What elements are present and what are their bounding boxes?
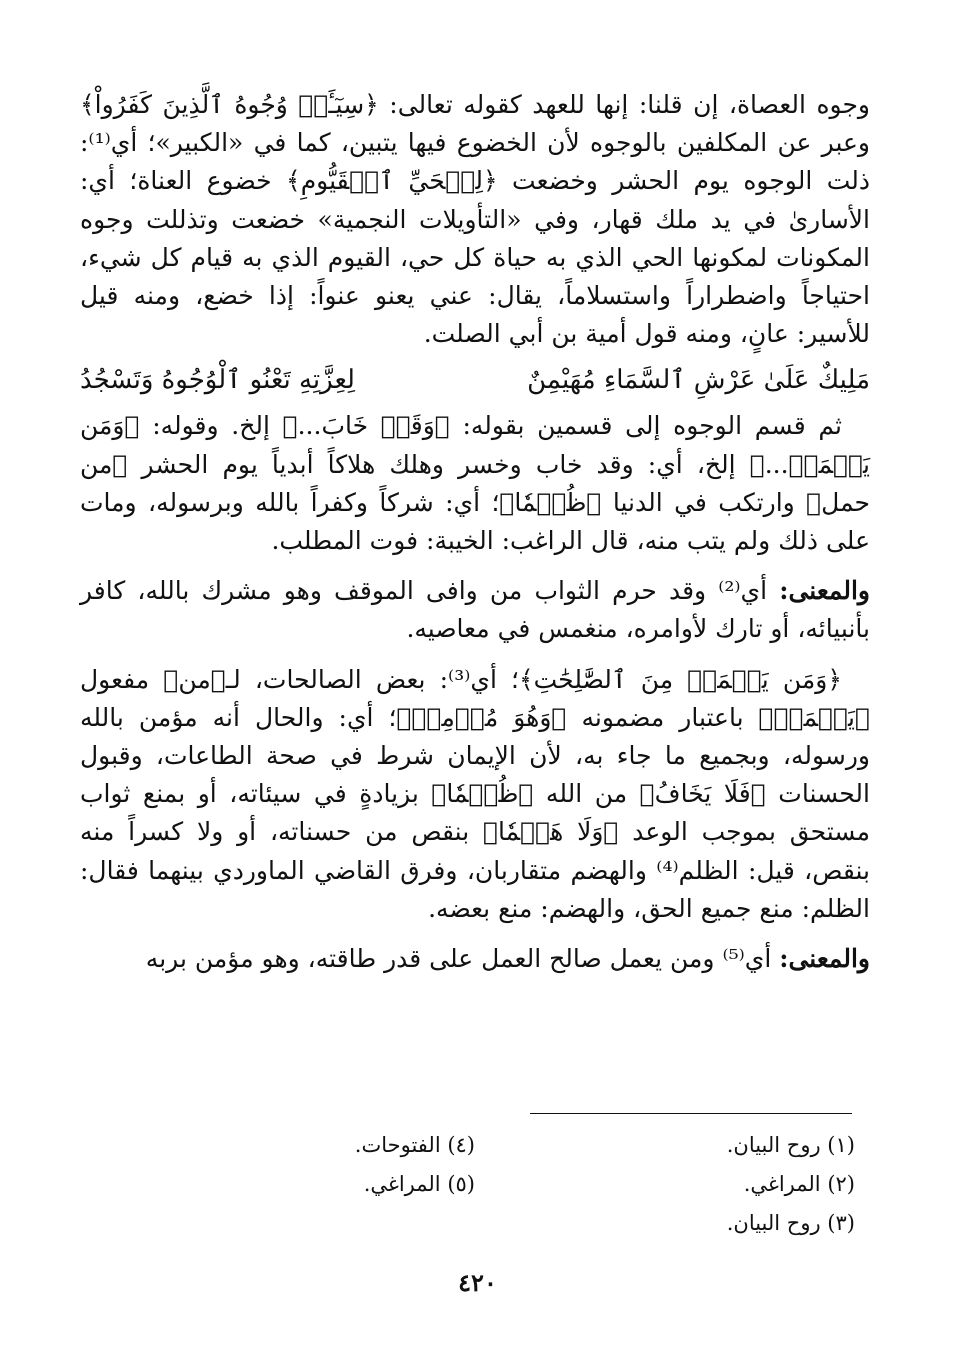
poem-first-hemistich: مَلِيكٌ عَلَىٰ عَرْشِ ٱلسَّمَاءِ مُهَيْمِنٌ xyxy=(527,365,870,396)
footnote-4: (٤) الفتوحات. xyxy=(354,1133,475,1157)
paragraph-5-text: أي⁽⁵⁾ ومن يعمل صالح العمل على قدر طاقته، وهو مؤمن بربه xyxy=(145,944,780,974)
paragraph-3-text: أي⁽²⁾ وقد حرم الثواب من وافى الموقف وهو مشرك بالله، كافر بأنبيائه، أو تارك لأوامره، منغمس في معاصيه. xyxy=(80,576,870,644)
footnote-2: (٢) المراغي. xyxy=(743,1172,855,1196)
paragraph-3 xyxy=(80,572,870,648)
poem-second-hemistich: لِعِزَّتِهِ تَعْنُو ٱلْوُجُوهُ وَتَسْجُدُ xyxy=(80,365,355,396)
footnote-3: (٣) روح البيان. xyxy=(726,1211,855,1235)
paragraph-1: وجوه العصاة، إن قلنا: إنها للعهد كقوله تعالى: ﴿سِيٓـَٔتۡ وُجُوهُ ٱلَّذِينَ كَفَرُواْ﴾ وعبر عن المكلفين بالوجوه لأن الخضوع فيها يتبين، كما في «الكبير»؛ أي⁽¹⁾: ذلت الوجوه يوم الحشر وخضعت ﴿لِلۡحَيِّ ٱلۡقَيُّومِ﴾ خضوع العناة؛ أي: الأسارىٰ في يد ملك قهار، وفي «التأويلات النجمية» خضعت وتذللت وجوه المكونات لمكونها الحي الذي به حياة كل حي، القيوم الذي به قيام كل شيء، احتياجاً واضطراراً واستسلاماً، يقال: عني يعنو عنواً: إذا خضع، ومنه قيل للأسير: عانٍ، ومنه قول أمية بن أبي الصلت. xyxy=(80,90,870,349)
paragraph-2: ثم قسم الوجوه إلى قسمين بقوله: ﴿وَقَدۡ خَابَ...﴾ إلخ. وقوله: ﴿وَمَن يَعۡمَلۡ...﴾ إلخ، أي: وقد خاب وخسر وهلك هلاكاً أبدياً يوم الحشر ﴿من حمل﴾ وارتكب في الدنيا ﴿ظُلۡمٗا﴾؛ أي: شركاً وكفراً بالله وبرسوله، ومات على ذلك ولم يتب منه، قال الراغب: الخيبة: فوت المطلب. xyxy=(80,411,870,556)
poem-verse xyxy=(80,359,870,401)
page-number: ٤٢٠ xyxy=(458,1268,497,1297)
paragraph-4: ﴿وَمَن يَعۡمَلۡ مِنَ ٱلصَّٰلِحَٰتِ﴾؛ أي⁽³⁾: بعض الصالحات، لـ﴿من﴾ مفعول ﴿يَعۡمَلۡ﴾ باعتبار مضمونه ﴿وَهُوَ مُؤۡمِنٞ﴾؛ أي: والحال أنه مؤمن بالله ورسوله، وبجميع ما جاء به، لأن الإيمان شرط في صحة الطاعات، وقبول الحسنات ﴿فَلَا يَخَافُ﴾ من الله ﴿ظُلۡمٗا﴾ بزيادةٍ في سيئاته، أو بمنع ثواب مستحق بموجب الوعد ﴿وَلَا هَضۡمٗا﴾ بنقص من حسناته، أو ولا كسراً منه بنقص، قيل: الظلم⁽⁴⁾ والهضم متقاربان، وفرق القاضي الماوردي بينهما فقال: الظلم: منع جميع الحق، والهضم: منع بعضه. xyxy=(80,664,871,923)
footnotes xyxy=(155,1126,855,1243)
paragraph-5 xyxy=(80,940,870,978)
footnote-5: (٥) المراغي. xyxy=(363,1172,475,1196)
meaning-label: والمعنى: xyxy=(779,576,870,606)
page-body xyxy=(80,86,870,978)
footnote-1: (١) روح البيان. xyxy=(726,1133,855,1157)
meaning-label: والمعنى: xyxy=(779,944,870,974)
footnote-divider xyxy=(530,1113,852,1114)
